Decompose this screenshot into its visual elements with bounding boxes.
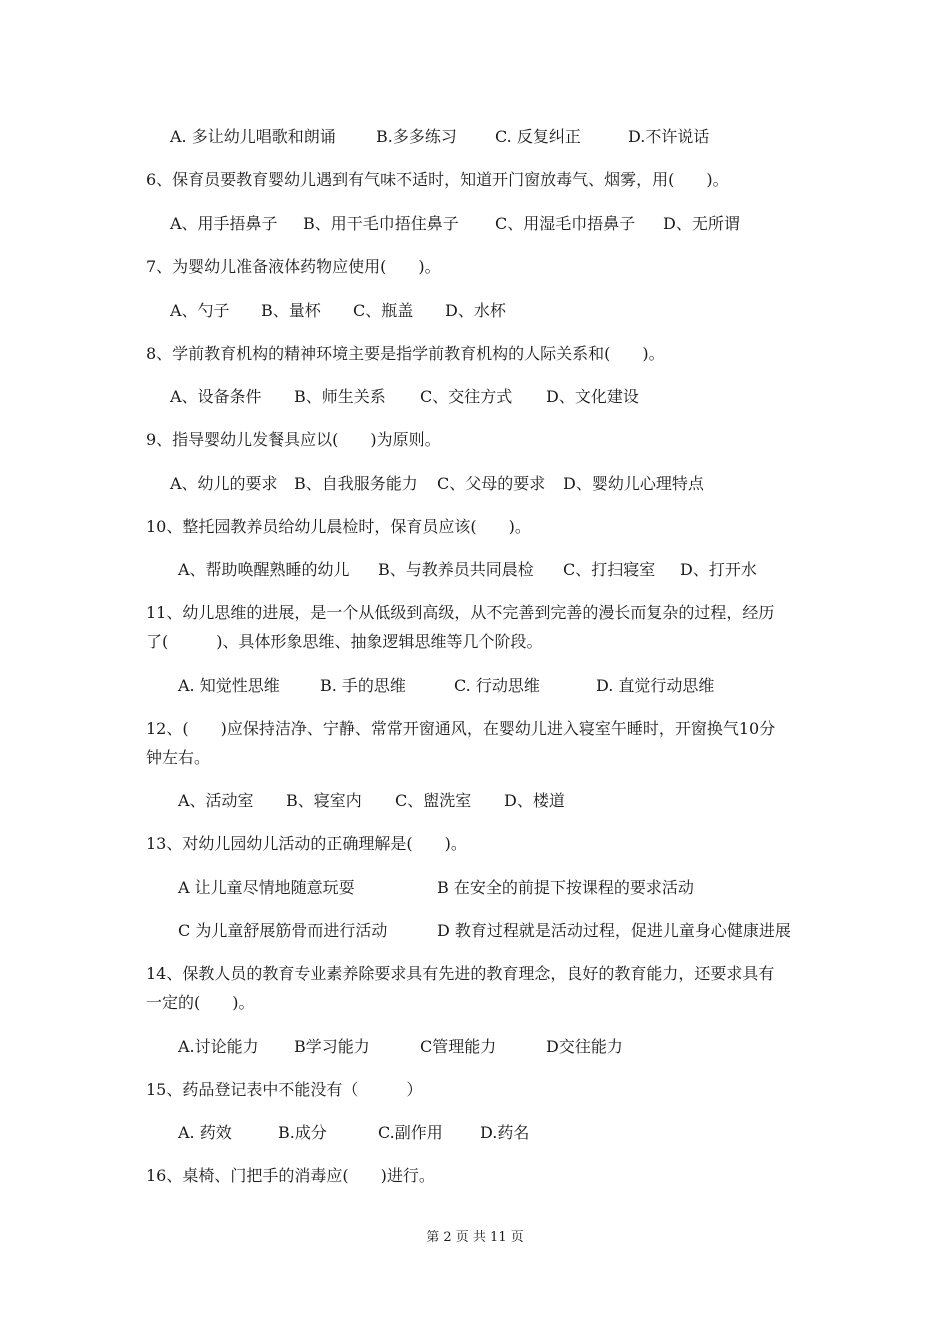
option-a: A、幼儿的要求 <box>170 474 278 493</box>
option-b: B.成分 <box>278 1123 327 1142</box>
option-c: C、盥洗室 <box>395 791 472 810</box>
question-stem: 9、指导婴幼儿发餐具应以( )为原则。 <box>146 430 441 449</box>
option-c: C、瓶盖 <box>353 301 414 320</box>
question-stem: 8、学前教育机构的精神环境主要是指学前教育机构的人际关系和( )。 <box>146 344 665 363</box>
option-a: A、用手捂鼻子 <box>170 214 278 233</box>
option-c: C、交往方式 <box>420 387 513 406</box>
option-b: B 在安全的前提下按课程的要求活动 <box>437 878 694 897</box>
option-d: D 教育过程就是活动过程，促进儿童身心健康进展 <box>437 921 791 940</box>
question-stem: 10、整托园教养员给幼儿晨检时，保育员应该( )。 <box>146 517 531 536</box>
option-a: A. 药效 <box>178 1123 232 1142</box>
question-stem: 15、药品登记表中不能没有（ ） <box>146 1080 423 1099</box>
option-c: C.副作用 <box>378 1123 443 1142</box>
option-a: A、勺子 <box>170 301 230 320</box>
question-stem: 7、为婴幼儿准备液体药物应使用( )。 <box>146 257 441 276</box>
option-d: D、楼道 <box>504 791 565 810</box>
option-d: D. 直觉行动思维 <box>596 676 715 695</box>
option-b: B学习能力 <box>294 1037 370 1056</box>
option-a: A.讨论能力 <box>178 1037 259 1056</box>
option-c: C、打扫寝室 <box>563 560 656 579</box>
option-c: C管理能力 <box>420 1037 497 1056</box>
option-b: B、用干毛巾捂住鼻子 <box>303 214 459 233</box>
option-a: A、活动室 <box>178 791 254 810</box>
question-stem: 13、对幼儿园幼儿活动的正确理解是( )。 <box>146 834 467 853</box>
option-d: D、文化建设 <box>546 387 639 406</box>
question-stem-line-2: 一定的( )。 <box>146 993 255 1012</box>
question-stem-line-2: 钟左右。 <box>146 748 211 767</box>
option-d: D.药名 <box>480 1123 530 1142</box>
question-stem: 16、桌椅、门把手的消毒应( )进行。 <box>146 1166 435 1185</box>
question-stem-line-2: 了( )、具体形象思维、抽象逻辑思维等几个阶段。 <box>146 632 543 651</box>
option-a: A. 知觉性思维 <box>178 676 280 695</box>
question-stem-line-1: 14、保教人员的教育专业素养除要求具有先进的教育理念，良好的教育能力，还要求具有 <box>146 964 775 983</box>
option-d: D、无所谓 <box>663 214 740 233</box>
option-a: A、帮助唤醒熟睡的幼儿 <box>178 560 350 579</box>
option-c: C. 反复纠正 <box>495 127 581 146</box>
option-a: A、设备条件 <box>170 387 262 406</box>
option-b: B、自我服务能力 <box>294 474 418 493</box>
option-c: C、用湿毛巾捂鼻子 <box>495 214 636 233</box>
option-a: A. 多让幼儿唱歌和朗诵 <box>170 127 336 146</box>
option-b: B、师生关系 <box>294 387 386 406</box>
option-a: A 让儿童尽情地随意玩耍 <box>178 878 355 897</box>
option-d: D.不许说话 <box>628 127 710 146</box>
question-stem-line-1: 12、( )应保持洁净、宁静、常常开窗通风，在婴幼儿进入寝室午睡时，开窗换气10分 <box>146 719 776 738</box>
option-d: D、打开水 <box>680 560 757 579</box>
option-b: B.多多练习 <box>376 127 457 146</box>
question-stem-line-1: 11、幼儿思维的进展，是一个从低级到高级，从不完善到完善的漫长而复杂的过程，经历 <box>146 603 775 622</box>
option-d: D交往能力 <box>546 1037 623 1056</box>
option-c: C. 行动思维 <box>454 676 540 695</box>
option-b: B、寝室内 <box>286 791 362 810</box>
option-c: C 为儿童舒展筋骨而进行活动 <box>178 921 388 940</box>
option-b: B. 手的思维 <box>320 676 406 695</box>
page-footer: 第 2 页 共 11 页 <box>426 1230 524 1245</box>
option-d: D、水杯 <box>445 301 506 320</box>
question-stem: 6、保育员要教育婴幼儿遇到有气味不适时，知道开门窗放毒气、烟雾，用( )。 <box>146 170 729 189</box>
option-d: D、婴幼儿心理特点 <box>563 474 704 493</box>
option-b: B、量杯 <box>261 301 321 320</box>
option-c: C、父母的要求 <box>437 474 546 493</box>
option-b: B、与教养员共同晨检 <box>378 560 534 579</box>
